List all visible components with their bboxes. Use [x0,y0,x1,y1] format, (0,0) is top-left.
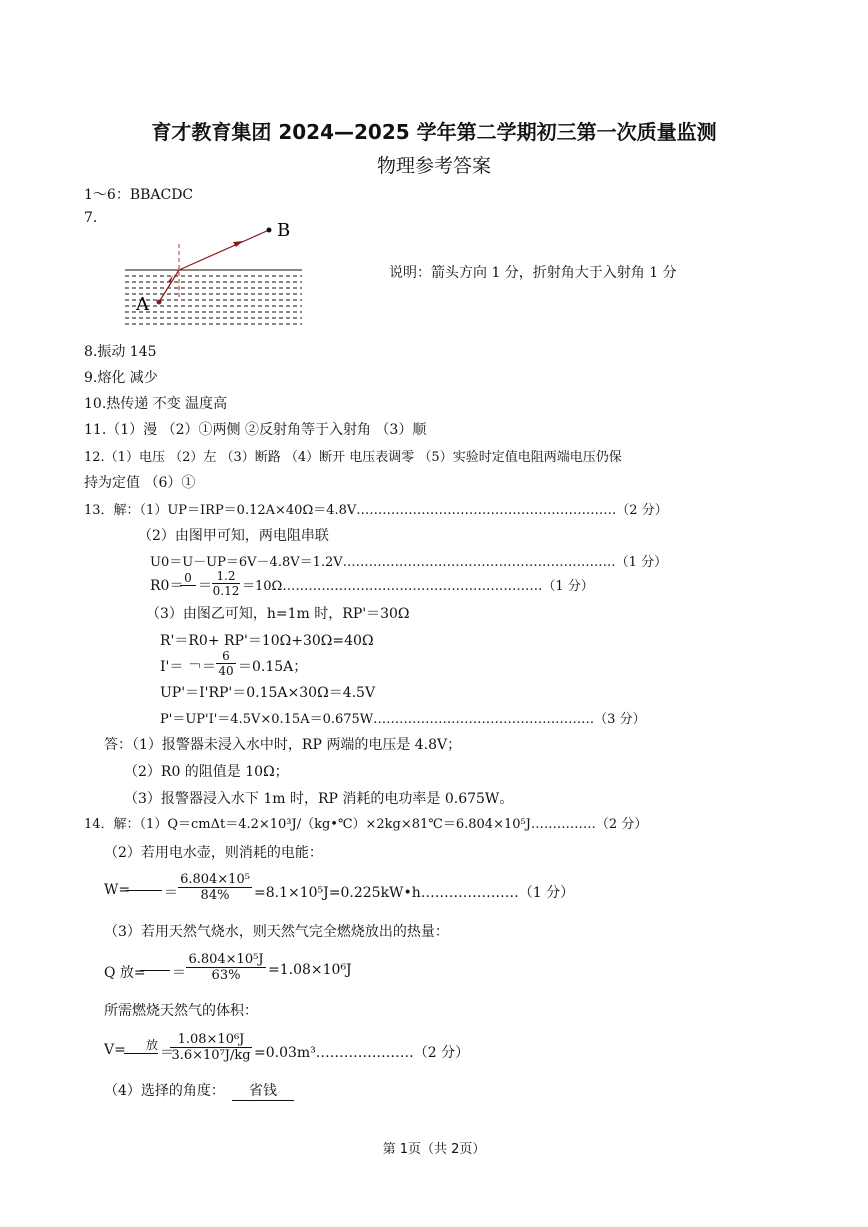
q14-q-prefix: Q 放= [104,965,146,981]
q13-answer-1: 答：（1）报警器未浸入水中时，RP 两端的电压是 4.8V； [104,737,462,753]
q14-v-equals: ＝ [160,1045,174,1061]
answer-q10: 10.热传递 不变 温度高 [84,396,228,412]
point-a-label: A [136,294,149,315]
q13-line1: 13．解：（1）UP＝IRP＝0.12A×40Ω＝4.8V……………………………………………………（2 分） [84,503,668,518]
q14-w-fraction [178,872,252,903]
q13-line7-prefix: I'＝ [160,659,184,675]
q13-answer-2: （2）R0 的阻值是 10Ω； [124,764,289,780]
q14-line1: 14．解：（1）Q＝cmΔt＝4.2×10³J/（kg•℃）×2kg×81℃＝6.804×10⁵J……………（2 分） [84,817,648,832]
q13-fraction-3 [216,649,236,678]
q14-w-bar [126,890,162,891]
q14-v-suffix: =0.03m³…………………（2 分） [254,1045,470,1061]
q13-line2: （2）由图甲可知，两电阻串联 [138,528,329,544]
q13-fraction-3-den: 40 [218,664,234,678]
q13-line7-suffix: ＝0.15A； [238,659,308,675]
q14-v-num: 1.08×10⁶J [170,1032,252,1048]
answer-q8: 8.振动 145 [84,344,157,360]
answer-q11: 11.（1）漫 （2）①两侧 ②反射角等于入射角 （3）顺 [84,422,427,438]
q14-line2: （2）若用电水壶，则消耗的电能： [104,845,323,861]
q14-v-prefix: V= [104,1042,126,1058]
water-surface [125,270,302,324]
q13-fraction-2-num: 1.2 [212,569,240,584]
q13-fraction-2-den: 0.12 [212,584,240,598]
incident-ray [159,270,179,302]
q14-w-equals: ＝ [164,885,178,901]
q14-q-den: 63% [211,968,241,983]
point-b [267,228,272,233]
q13-line8: UP'＝I'RP'＝0.15A×30Ω＝4.5V [160,685,376,701]
q13-fraction-3-num: 6 [216,649,236,664]
q14-q-num: 6.804×10⁵J [186,952,266,968]
q13-fraction-2 [212,569,240,598]
q14-w-suffix: =8.1×10⁵J=0.225kW•h…………………（1 分） [254,885,575,901]
q13-line9: P'＝UP'I'＝4.5V×0.15A＝0.675W……………………………………………（3 分） [160,712,646,727]
point-a [157,300,162,305]
point-b-label: B [277,220,291,241]
q14-v-small-fraction: 放 [124,1036,158,1054]
q14-w-num: 6.804×10⁵ [178,872,252,888]
q14-q-suffix: =1.08×10⁶J [268,962,352,978]
q14-line5-label: （4）选择的角度： [104,1083,225,1099]
q14-w-den: 84% [200,888,230,903]
q14-q-bar [140,970,170,971]
q13-equals-1: ＝ [198,578,212,594]
q14-v-fraction [170,1032,252,1063]
q14-w-prefix: W= [104,882,131,898]
q13-line4-prefix: R0＝ [150,578,184,594]
refracted-ray [179,230,269,270]
q13-line3: U0＝U－UP＝6V－4.8V＝1.2V………………………………………………………（1 分） [150,555,668,570]
refracted-arrow [233,241,243,247]
answer-q12-line2: 持为定值 （6）① [84,475,196,491]
q13-fraction-1 [180,571,196,600]
q13-line5: （3）由图乙可知，h=1m 时，RP'＝30Ω [146,606,410,622]
q14-v-den: 3.6×10⁷J/kg [171,1048,251,1063]
q14-q-fraction [186,952,266,983]
answer-q7-note: 说明：箭头方向 1 分，折射角大于入射角 1 分 [389,265,677,281]
q14-line5-answer: 省钱 [232,1080,294,1101]
q13-answer-3: （3）报警器浸入水下 1m 时，RP 消耗的电功率是 0.675W。 [124,791,514,807]
page-footer: 第 1页（共 2页） [382,1142,486,1157]
answer-q12-line1: 12.（1）电压 （2）左 （3）断路 （4）断开 电压表调零 （5）实验时定值电阻两端电压仍保 [84,450,622,465]
q13-fraction-1-num: 0 [180,571,196,586]
answer-q9: 9.熔化 减少 [84,370,158,386]
q13-equals-2: ￢＝ [188,659,216,675]
q13-line6: R'＝R0+ RP'＝10Ω+30Ω=40Ω [160,633,374,649]
q14-q-equals: ＝ [172,965,186,981]
refraction-diagram [120,218,310,333]
q13-line4-suffix: ＝10Ω……………………………………………………（1 分） [242,579,594,594]
q14-line4: 所需燃烧天然气的体积： [104,1003,258,1019]
page-title: 育才教育集团 2024—2025 学年第二学期初三第一次质量监测 [151,120,717,144]
q14-line3: （3）若用天然气烧水，则天然气完全燃烧放出的热量： [104,924,449,940]
answer-q7-label: 7. [84,210,98,226]
answer-q1-6: 1～6：BBACDC [84,187,194,203]
page-subtitle: 物理参考答案 [376,155,491,177]
